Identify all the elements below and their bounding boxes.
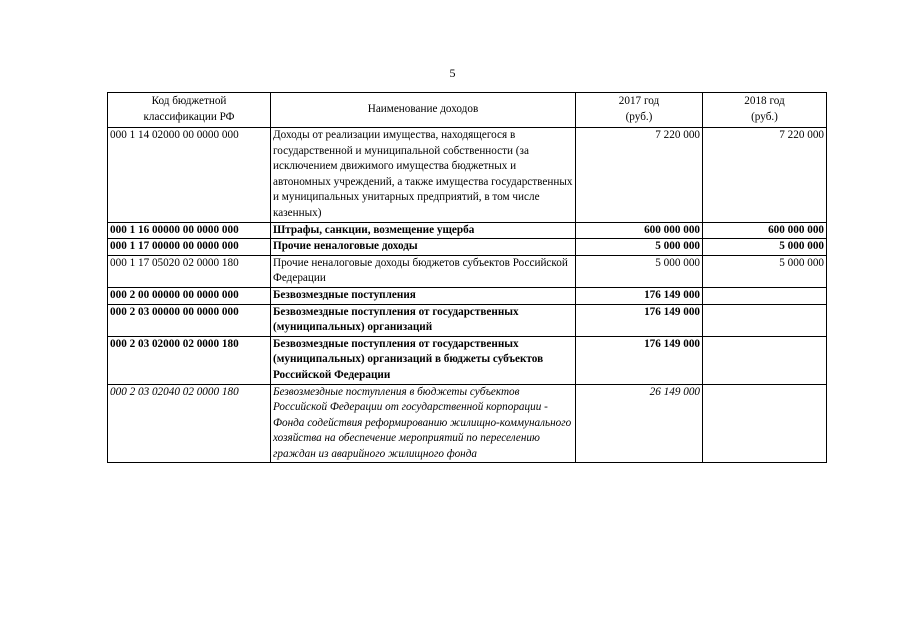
revenue-table xyxy=(107,92,827,463)
row-name: Штрафы, санкции, возмещение ущерба xyxy=(271,222,576,239)
row-name: Прочие неналоговые доходы xyxy=(271,239,576,256)
row-code: 000 2 03 02040 02 0000 180 xyxy=(108,384,271,463)
header-name: Наименование доходов xyxy=(271,93,576,128)
row-value-2018: 5 000 000 xyxy=(703,239,827,256)
header-code: Код бюджетной классификации РФ xyxy=(108,93,271,128)
table-row xyxy=(108,384,827,463)
row-value-2017: 26 149 000 xyxy=(576,384,703,463)
header-2017: 2017 год (руб.) xyxy=(576,93,703,128)
row-name: Безвозмездные поступления от государственных (муниципальных) организаций xyxy=(271,304,576,336)
row-name: Прочие неналоговые доходы бюджетов субъектов Российской Федерации xyxy=(271,255,576,287)
row-code: 000 2 03 00000 00 0000 000 xyxy=(108,304,271,336)
row-value-2018: 7 220 000 xyxy=(703,128,827,223)
table-row xyxy=(108,304,827,336)
row-code: 000 1 14 02000 00 0000 000 xyxy=(108,128,271,223)
table-row xyxy=(108,336,827,384)
row-value-2017: 176 149 000 xyxy=(576,336,703,384)
table-row xyxy=(108,128,827,223)
table-header-row xyxy=(108,93,827,128)
row-code: 000 2 03 02000 02 0000 180 xyxy=(108,336,271,384)
row-name: Безвозмездные поступления в бюджеты субъектов Российской Федерации от государственной корпорации - Фонда содействия реформированию жилищно-коммунального хозяйства на обеспечение мероприятий по переселению граждан из аварийного жилищного фонда xyxy=(271,384,576,463)
row-code: 000 1 17 05020 02 0000 180 xyxy=(108,255,271,287)
row-value-2017: 5 000 000 xyxy=(576,239,703,256)
row-code: 000 1 16 00000 00 0000 000 xyxy=(108,222,271,239)
row-value-2018 xyxy=(703,304,827,336)
table-row xyxy=(108,239,827,256)
table-row xyxy=(108,255,827,287)
row-name: Безвозмездные поступления xyxy=(271,287,576,304)
row-value-2018: 600 000 000 xyxy=(703,222,827,239)
row-name: Доходы от реализации имущества, находящегося в государственной и муниципальной собственности (за исключением движимого имущества бюджетных и автономных учреждений, а также имущества государственных и муниципальных унитарных предприятий, в том числе казенных) xyxy=(271,128,576,223)
page-number: 5 xyxy=(449,66,456,80)
row-value-2018 xyxy=(703,287,827,304)
table-row xyxy=(108,287,827,304)
row-code: 000 2 00 00000 00 0000 000 xyxy=(108,287,271,304)
row-name: Безвозмездные поступления от государственных (муниципальных) организаций в бюджеты субъектов Российской Федерации xyxy=(271,336,576,384)
row-value-2017: 176 149 000 xyxy=(576,287,703,304)
row-value-2018 xyxy=(703,384,827,463)
row-value-2018: 5 000 000 xyxy=(703,255,827,287)
row-value-2017: 7 220 000 xyxy=(576,128,703,223)
header-2018: 2018 год (руб.) xyxy=(703,93,827,128)
row-code: 000 1 17 00000 00 0000 000 xyxy=(108,239,271,256)
row-value-2017: 176 149 000 xyxy=(576,304,703,336)
table-row xyxy=(108,222,827,239)
row-value-2017: 5 000 000 xyxy=(576,255,703,287)
row-value-2017: 600 000 000 xyxy=(576,222,703,239)
row-value-2018 xyxy=(703,336,827,384)
